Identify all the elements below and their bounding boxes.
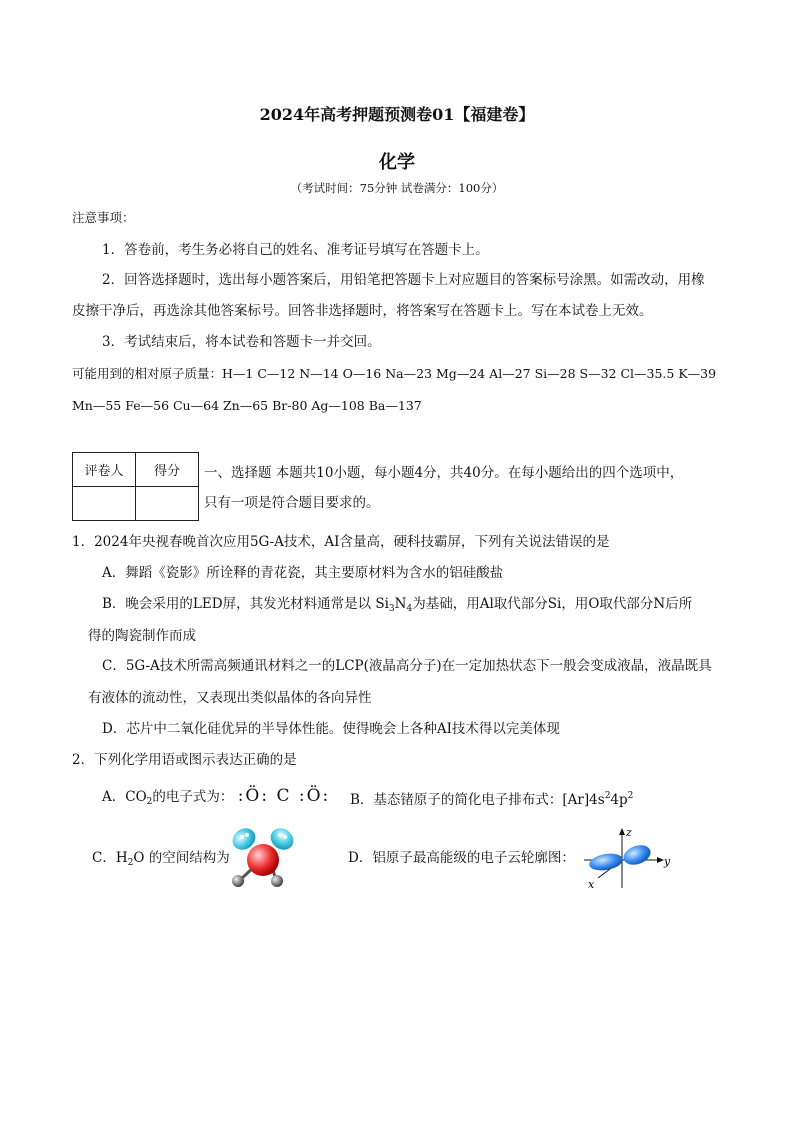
atomic-masses-line-2: Mn—55 Fe—56 Cu—64 Zn—65 Br-80 Ag—108 Ba—137 — [72, 398, 422, 413]
q2-option-c: C．$H_2O$ 的空间结构为 — [92, 850, 230, 868]
q1-option-d: D．芯片中二氧化硅优异的半导体性能。使得晚会上各种AI技术得以完美体现 — [102, 721, 560, 737]
q2-option-a: A．$CO_2$的电子式为： :Ö: C :Ö: — [102, 786, 331, 807]
grader-header: 评卷人 — [73, 453, 136, 487]
h2o-model-icon — [224, 822, 302, 890]
note-2-line-1: 2．回答选择题时，选出每小题答案后，用铅笔把答题卡上对应题目的答案标号涂黑。如需改动，用橡 — [102, 272, 705, 288]
section-1-line-2: 只有一项是符合题目要求的。 — [204, 495, 380, 511]
q2-stem: 2．下列化学用语或图示表达正确的是 — [72, 752, 297, 768]
section-1-line-1: 一、选择题 本题共10小题，每小题4分，共40分。在每小题给出的四个选项中， — [204, 465, 684, 481]
axis-z-label: z — [626, 826, 632, 839]
score-header: 得分 — [136, 453, 199, 487]
q1-option-c-line-2: 有液体的流动性，又表现出类似晶体的各向异性 — [88, 690, 372, 706]
note-3: 3．考试结束后，将本试卷和答题卡一并交回。 — [102, 334, 381, 350]
q1-option-c: C．5G-A技术所需高频通讯材料之一的LCP(液晶高分子)在一定加热状态下一般会变成液晶，液晶既具 — [102, 658, 712, 674]
exam-info: （考试时间：75分钟 试卷满分：100分） — [290, 181, 504, 195]
section-1-heading — [204, 458, 734, 518]
axis-y-label: y — [664, 855, 671, 868]
p-orbital-diagram-icon — [580, 822, 680, 894]
axis-x-label: x — [588, 878, 595, 891]
q1-option-a: A．舞蹈《瓷影》所诠释的青花瓷，其主要原材料为含水的铝硅酸盐 — [102, 565, 504, 581]
atomic-masses-line-1: 可能用到的相对原子质量：H—1 C—12 N—14 O—16 Na—23 Mg—24 Al—27 Si—28 S—32 Cl—35.5 K—39 — [72, 366, 717, 381]
q2-option-b: B．基态锗原子的简化电子排布式：$[Ar]4s^24p^2$ — [350, 791, 634, 808]
grader-cell[interactable] — [73, 487, 136, 521]
grader-table — [72, 452, 199, 521]
note-2-line-2: 皮擦干净后，再选涂其他答案标号。回答非选择题时，将答案写在答题卡上。写在本试卷上无效。 — [72, 303, 653, 319]
q1-stem: 1．2024年央视春晚首次应用5G-A技术，AI含量高，硬科技霸屏，下列有关说法错误的是 — [72, 534, 610, 550]
notes-heading: 注意事项： — [72, 210, 135, 225]
co2-lewis-structure: :Ö: C :Ö: — [237, 786, 331, 806]
subject-title: 化学 — [379, 152, 415, 173]
q1-option-b-line-2: 得的陶瓷制作而成 — [88, 628, 196, 644]
exam-title: 2024年高考押题预测卷01【福建卷】 — [259, 105, 535, 124]
score-cell[interactable] — [136, 487, 199, 521]
q1-option-b: B．晚会采用的LED屏，其发光材料通常是以 $Si_3N_4$为基础，用Al取代部分Si，用O取代部分N后所 — [102, 596, 693, 614]
note-1: 1．答卷前，考生务必将自己的姓名、准考证号填写在答题卡上。 — [102, 242, 489, 258]
q2-option-d: D．铝原子最高能级的电子云轮廓图： — [348, 850, 575, 866]
